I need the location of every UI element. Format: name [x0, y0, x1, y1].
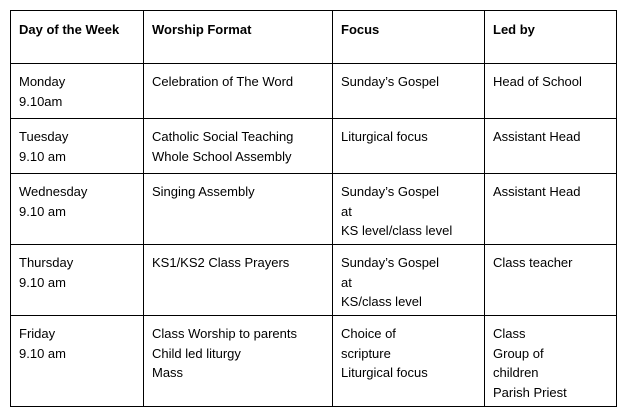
day-time: 9.10 am: [19, 203, 66, 219]
format-line: Child led liturgy: [152, 345, 241, 361]
focus-cell: [333, 64, 485, 119]
led-by-cell: [485, 119, 617, 174]
day-cell: [11, 316, 144, 407]
table-row: [11, 174, 617, 245]
focus-cell: [333, 174, 485, 245]
led-by-line: Parish Priest: [493, 384, 567, 400]
format-cell: [144, 316, 333, 407]
day-cell: [11, 119, 144, 174]
table-row: [11, 245, 617, 316]
led-by-line: Class: [493, 326, 526, 341]
day-cell: [11, 174, 144, 245]
led-by-line: Head of School: [493, 74, 582, 89]
format-line: Class Worship to parents: [152, 326, 297, 341]
format-cell: [144, 119, 333, 174]
format-cell: [144, 245, 333, 316]
worship-schedule-table: [10, 10, 617, 407]
day-name: Wednesday: [19, 184, 88, 199]
format-line: Mass: [152, 365, 184, 380]
header-focus: Focus: [333, 11, 485, 64]
header-led-by: Led by: [485, 11, 617, 64]
focus-line: KS/class level: [341, 294, 422, 309]
focus-line: scripture: [341, 345, 391, 361]
format-line: Celebration of The Word: [152, 74, 294, 89]
table-row: [11, 64, 617, 119]
day-time: 9.10 am: [19, 274, 66, 290]
focus-line: Sunday’s Gospel: [341, 74, 440, 89]
day-name: Tuesday: [19, 129, 69, 144]
focus-cell: [333, 119, 485, 174]
focus-cell: [333, 316, 485, 407]
day-cell: [11, 64, 144, 119]
header-worship-format: Worship Format: [144, 11, 333, 64]
focus-cell: [333, 245, 485, 316]
led-by-line: children: [493, 365, 539, 380]
led-by-cell: [485, 316, 617, 407]
day-time: 9.10 am: [19, 148, 66, 164]
format-line: KS1/KS2 Class Prayers: [152, 255, 290, 270]
format-line: Catholic Social Teaching: [152, 129, 294, 144]
led-by-cell: [485, 174, 617, 245]
table-header-row: [11, 11, 617, 64]
focus-line: at: [341, 274, 352, 290]
day-time: 9.10am: [19, 93, 63, 109]
led-by-line: Assistant Head: [493, 129, 581, 144]
day-cell: [11, 245, 144, 316]
led-by-cell: [485, 245, 617, 316]
focus-line: KS level/class level: [341, 223, 453, 238]
format-cell: [144, 174, 333, 245]
header-day: Day of the Week: [11, 11, 144, 64]
table-row: [11, 316, 617, 407]
day-name: Thursday: [19, 255, 74, 270]
led-by-line: Assistant Head: [493, 184, 581, 199]
led-by-line: Group of: [493, 345, 544, 361]
focus-line: at: [341, 203, 352, 219]
format-line: Whole School Assembly: [152, 148, 292, 164]
table-row: [11, 119, 617, 174]
focus-line: Liturgical focus: [341, 129, 428, 144]
day-time: 9.10 am: [19, 345, 66, 361]
day-name: Friday: [19, 326, 56, 341]
day-name: Monday: [19, 74, 66, 89]
focus-line: Sunday’s Gospel: [341, 184, 440, 199]
focus-line: Liturgical focus: [341, 365, 428, 380]
format-cell: [144, 64, 333, 119]
format-line: Singing Assembly: [152, 184, 255, 199]
led-by-cell: [485, 64, 617, 119]
focus-line: Sunday’s Gospel: [341, 255, 440, 270]
focus-line: Choice of: [341, 326, 396, 341]
led-by-line: Class teacher: [493, 255, 573, 270]
